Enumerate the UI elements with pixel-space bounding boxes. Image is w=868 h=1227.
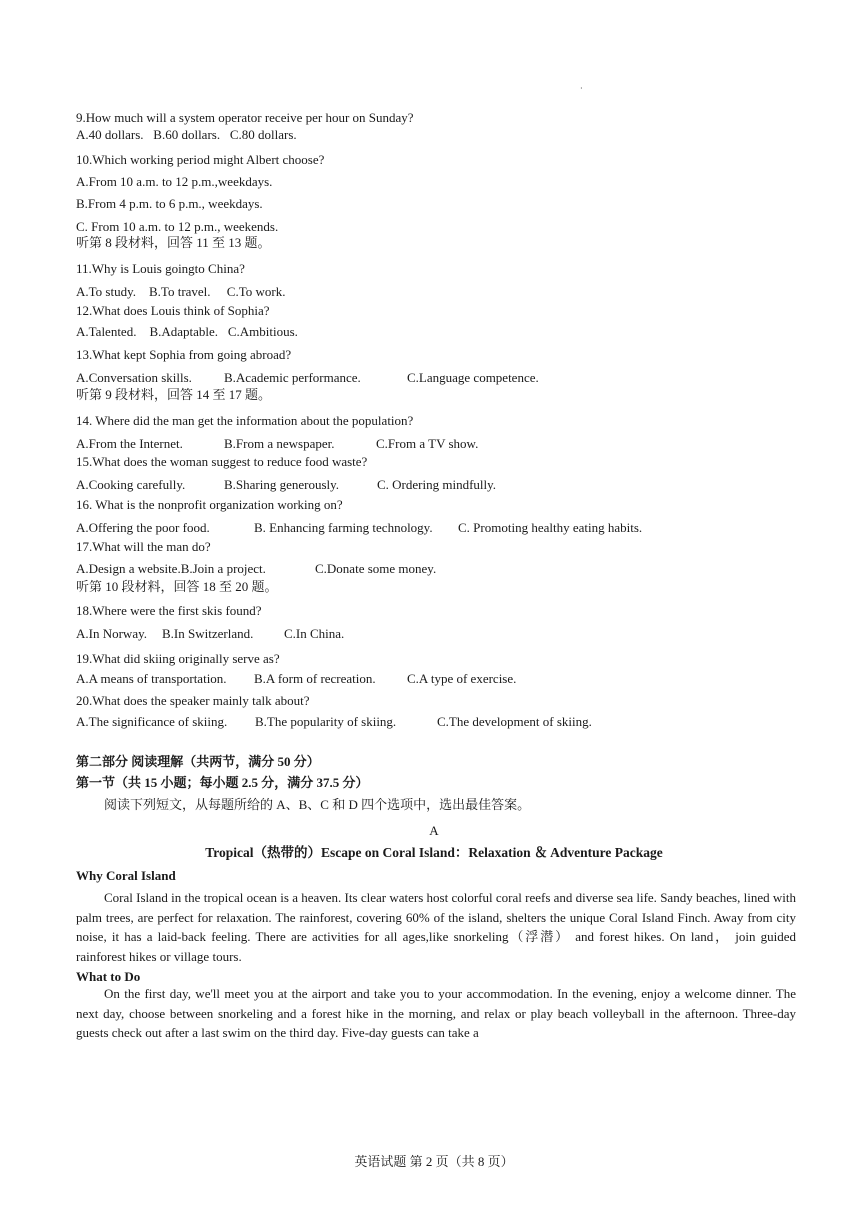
option-c: C. From 10 a.m. to 12 p.m., weekends. — [76, 219, 279, 234]
option-a: A.40 dollars. — [76, 127, 144, 142]
question-16: 16. What is the nonprofit organization working on? — [76, 497, 343, 512]
option-a: A.To study. — [76, 284, 136, 299]
reading-instruction: 阅读下列短文，从每题所给的 A、B、C 和 D 四个选项中，选出最佳答案。 — [104, 797, 531, 812]
option-c: C.To work. — [226, 284, 286, 299]
option-a: A.Design a website. — [76, 561, 181, 576]
option-b: B.Sharing generously. — [224, 477, 340, 492]
question-13: 13.What kept Sophia from going abroad? — [76, 347, 292, 362]
option-b: B.Academic performance. — [224, 370, 361, 385]
option-a: A.A means of transportation. — [76, 671, 227, 686]
option-b: B.60 dollars. — [153, 127, 221, 142]
question-15: 15.What does the woman suggest to reduce food waste? — [76, 454, 368, 469]
option-c: C.80 dollars. — [229, 127, 297, 142]
options-16 — [76, 520, 643, 536]
option-c: C.In China. — [284, 626, 345, 641]
option-a: A.From the Internet. — [76, 436, 183, 451]
option-b: B.In Switzerland. — [162, 626, 254, 641]
passage-letter: A — [429, 823, 439, 838]
option-c: C.A type of exercise. — [407, 671, 517, 686]
option-a: A.Offering the poor food. — [76, 520, 210, 535]
options-17 — [76, 561, 437, 577]
options-13 — [76, 370, 539, 386]
page-footer: 英语试题 第 2 页（共 8 页） — [354, 1154, 514, 1169]
option-b: B.From a newspaper. — [224, 436, 335, 451]
material-9-instruction: 听第 9 段材料，回答 14 至 17 题。 — [76, 387, 272, 402]
option-c: C. Promoting healthy eating habits. — [458, 520, 643, 535]
option-a: A.Conversation skills. — [76, 370, 192, 385]
paragraph-why-coral-island: Coral Island in the tropical ocean is a heaven. Its clear waters host colorful coral reefs and diverse sea life. Sandy beaches, lined with palm trees, are perfect for relaxation. The rainforest, covering 60% of the island, shelters the unique Coral Island Finch. Away from city noise, it has a laid-back feeling. There are activities for all ages,like snorkeling（浮潜） and forest hikes. On land， join guided rainforest hikes or village tours. — [76, 890, 796, 964]
question-9: 9.How much will a system operator receive per hour on Sunday? — [76, 110, 414, 125]
option-c: C.Ambitious. — [227, 324, 298, 339]
options-11 — [76, 284, 285, 300]
passage-title: Tropical（热带的）Escape on Coral Island：Relaxation ＆ Adventure Package — [205, 845, 663, 860]
option-a: A.Cooking carefully. — [76, 477, 186, 492]
options-15 — [76, 477, 497, 493]
question-18: 18.Where were the first skis found? — [76, 603, 262, 618]
option-c: C.Language competence. — [407, 370, 539, 385]
option-b: B.From 4 p.m. to 6 p.m., weekdays. — [76, 196, 263, 211]
option-a: A.From 10 a.m. to 12 p.m.,weekdays. — [76, 174, 273, 189]
material-10-instruction: 听第 10 段材料，回答 18 至 20 题。 — [76, 579, 278, 594]
options-20 — [76, 714, 592, 730]
option-a: A.In Norway. — [76, 626, 147, 641]
question-14: 14. Where did the man get the information about the population? — [76, 413, 414, 428]
option-b: B.A form of recreation. — [254, 671, 376, 686]
option-b: B. Enhancing farming technology. — [254, 520, 433, 535]
option-b: B.Adaptable. — [149, 324, 219, 339]
material-8-instruction: 听第 8 段材料，回答 11 至 13 题。 — [76, 235, 271, 250]
section-one-heading: 第一节（共 15 小题；每小题 2.5 分，满分 37.5 分） — [76, 775, 369, 790]
question-11: 11.Why is Louis goingto China? — [76, 261, 245, 276]
options-12 — [76, 324, 298, 340]
part-two-heading: 第二部分 阅读理解（共两节，满分 50 分） — [76, 754, 320, 769]
option-a: A.The significance of skiing. — [76, 714, 228, 729]
options-14 — [76, 436, 479, 452]
option-c: C.Donate some money. — [315, 561, 437, 576]
question-12: 12.What does Louis think of Sophia? — [76, 303, 270, 318]
option-c: C.The development of skiing. — [437, 714, 592, 729]
options-18 — [76, 626, 345, 642]
option-a: A.Talented. — [76, 324, 137, 339]
scan-speck: · — [580, 84, 583, 93]
options-9 — [76, 127, 297, 143]
paragraph-what-to-do: On the first day, we'll meet you at the airport and take you to your accommodation. In the evening, enjoy a welcome dinner. The next day, choose between snorkeling and a forest hike in the morning, and relax or play beach volleyball in the afternoon. Three-day guests check out after a last swim on the third day. Five-day guests can take a — [76, 986, 796, 1040]
question-10: 10.Which working period might Albert choose? — [76, 152, 325, 167]
option-b: B.To travel. — [149, 284, 211, 299]
question-20: 20.What does the speaker mainly talk about? — [76, 693, 310, 708]
option-c: C.From a TV show. — [376, 436, 479, 451]
option-b: B.Join a project. — [180, 561, 266, 576]
option-b: B.The popularity of skiing. — [255, 714, 397, 729]
options-19 — [76, 671, 517, 687]
subheading-why-coral-island: Why Coral Island — [76, 868, 176, 883]
subheading-what-to-do: What to Do — [76, 969, 141, 984]
question-19: 19.What did skiing originally serve as? — [76, 651, 280, 666]
question-17: 17.What will the man do? — [76, 539, 211, 554]
option-c: C. Ordering mindfully. — [377, 477, 497, 492]
